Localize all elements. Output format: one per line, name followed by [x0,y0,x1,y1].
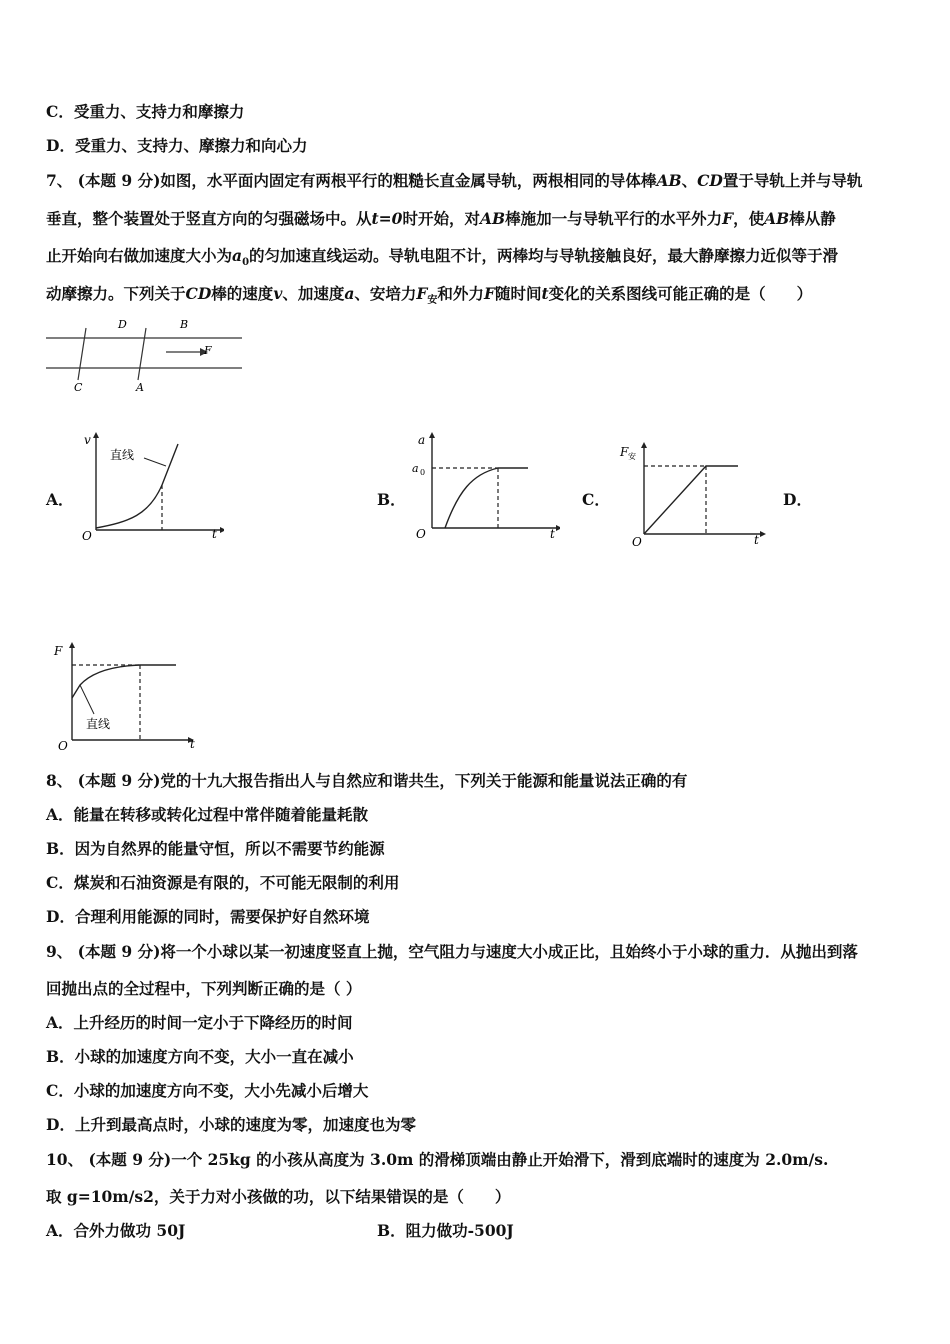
graph-b-ylabel: a [418,433,426,447]
q9-option-c: C．小球的加速度方向不变，大小先减小后增大 [46,1081,369,1100]
graph-d-curve [72,665,176,698]
q7-option-c-label: C． [582,490,610,509]
label-a: A [136,381,144,394]
q9-stem-line2: 回抛出点的全过程中，下列判断正确的是（ ） [46,979,362,998]
q7-stem-line2: 垂直，整个装置处于竖直方向的匀强磁场中。从t=0时开始，对AB棒施加一与导轨平行的水平外力F，使AB棒从静 [46,209,836,228]
q9-stem-line1: 9、 (本题 9 分)将一个小球以某一初速度竖直上抛，空气阻力与速度大小成正比，且始终小于小球的重力．从抛出到落 [46,942,858,961]
label-d: D [118,318,127,331]
q9-option-a: A．上升经历的时间一定小于下降经历的时间 [46,1013,353,1032]
q7-stem-line1: 7、 (本题 9 分)如图，水平面内固定有两根平行的粗糙长直金属导轨，两根相同的导体棒AB、CD置于导轨上并与导轨 [46,171,863,190]
label-f: F [204,344,212,357]
q10-option-b: B．阻力做功-500J [377,1221,514,1240]
graph-b-origin: O [416,527,426,541]
q6-option-c: C．受重力、支持力和摩擦力 [46,102,245,121]
q10-stem-line1: 10、 (本题 9 分)一个 25kg 的小孩从高度为 3.0m 的滑梯顶端由静止开始滑下，滑到底端时的速度为 2.0m/s. [46,1150,829,1169]
graph-b-curve [445,468,528,528]
graph-d-xlabel: t [190,737,195,751]
graph-a-curve [96,444,178,528]
q7-stem-line3: 止开始向右做加速度大小为$a_0$的匀加速直线运动。导轨电阻不计，两棒均与导轨接触良好，最大静摩擦力近似等于滑 [46,246,839,269]
label-b: B [180,318,189,331]
q7-option-a-label: A． [46,490,74,509]
graph-b-level-sub: 0 [420,468,426,477]
graph-c [618,440,768,550]
graph-d-note: 直线 [86,717,111,731]
q9-option-b: B．小球的加速度方向不变，大小一直在减小 [46,1047,354,1066]
rod-ab [138,328,146,380]
graph-d-origin: O [58,739,68,753]
graph-a-xlabel: t [212,527,217,541]
graph-a [74,430,224,545]
graph-b [410,430,560,545]
graph-d-ylabel: F [54,644,63,658]
q6-option-d: D．受重力、支持力、摩擦力和向心力 [46,136,308,155]
graph-c-curve [644,466,738,534]
q8-stem: 8、 (本题 9 分)党的十九大报告指出人与自然应和谐共生，下列关于能源和能量说法正确的有 [46,771,688,790]
label-c: C [74,381,83,394]
q10-option-a: A．合外力做功 50J [46,1221,186,1240]
graph-a-origin: O [82,529,92,543]
q8-option-c: C．煤炭和石油资源是有限的，不可能无限制的利用 [46,873,400,892]
q8-option-d: D．合理利用能源的同时，需要保护好自然环境 [46,907,370,926]
graph-a-note: 直线 [110,448,135,462]
q8-option-b: B．因为自然界的能量守恒，所以不需要节约能源 [46,839,385,858]
q9-option-d: D．上升到最高点时，小球的速度为零，加速度也为零 [46,1115,416,1134]
graph-c-origin: O [632,535,642,549]
q7-stem-line4: 动摩擦力。下列关于CD棒的速度v、加速度a、安培力$F_安$和外力F随时间t变化的关系图线可能正确的是（ ） [46,284,813,307]
q7-option-b-label: B． [377,490,406,509]
graph-b-level: a [412,462,419,475]
graph-c-ylabel: F [620,445,629,459]
graph-c-ylabel-sub: 安 [628,452,636,461]
graph-d [50,640,200,756]
q7-option-d-label: D． [783,490,812,509]
graph-a-ylabel: v [84,433,91,447]
graph-c-xlabel: t [754,533,759,547]
q10-stem-line2: 取 g=10m/s2，关于力对小孩做的功，以下结果错误的是（ ） [46,1187,511,1206]
rails-diagram [44,314,244,396]
q8-option-a: A．能量在转移或转化过程中常伴随着能量耗散 [46,805,369,824]
graph-b-xlabel: t [550,527,555,541]
